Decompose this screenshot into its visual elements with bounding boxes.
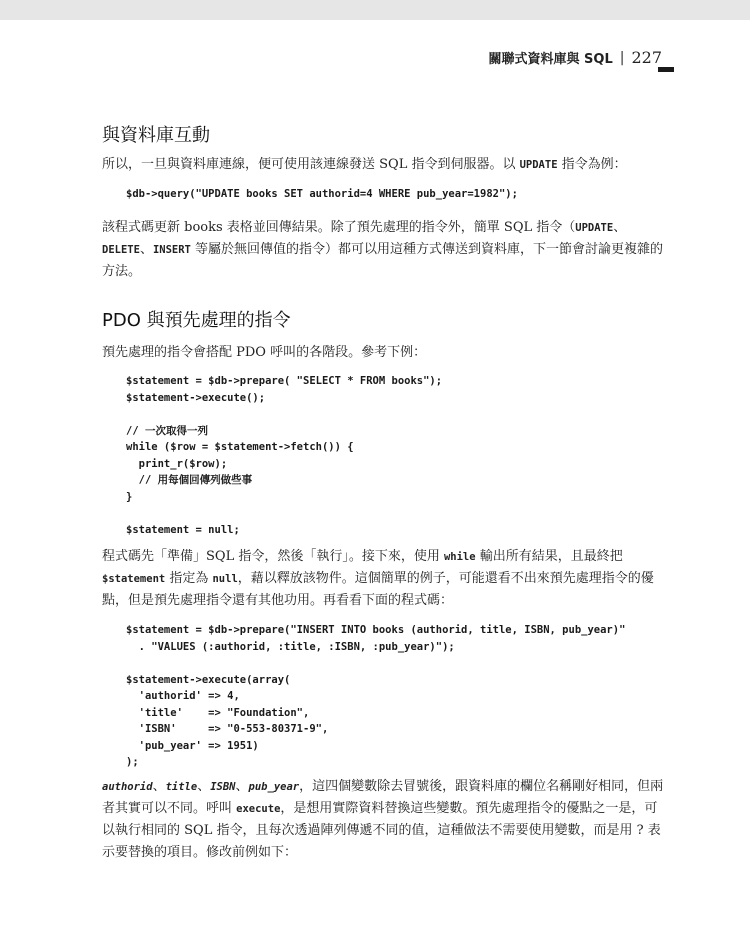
inline-code: null	[212, 573, 238, 585]
text-run: 、	[235, 779, 249, 794]
paragraph-placeholders	[102, 776, 668, 864]
text-run: 等屬於無回傳值的指令）都可以用這種方式傳送到資料庫，下一節會討論更複雜的方法。	[102, 242, 664, 279]
text-run: 輸出所有結果，且最終把	[475, 549, 623, 564]
text-run: 、	[613, 220, 627, 235]
header-separator: |	[619, 49, 625, 66]
top-margin-bar	[0, 0, 750, 20]
inline-code: $statement	[102, 573, 166, 585]
running-header	[489, 48, 663, 67]
text-run: 、	[152, 779, 166, 794]
text-run: 、	[139, 242, 153, 257]
text-run: 程式碼先「準備」SQL 指令，然後「執行」。接下來，使用	[102, 549, 444, 564]
paragraph-update-result	[102, 217, 668, 283]
inline-code: UPDATE	[519, 159, 558, 171]
section-heading-pdo: PDO 與預先處理的指令	[102, 310, 291, 331]
inline-code: while	[443, 551, 476, 563]
inline-variable: title	[165, 781, 198, 793]
paragraph-intro	[102, 154, 668, 176]
text-run: 該程式碼更新 books 表格並回傳結果。除了預先處理的指令外，簡單 SQL 指令（	[102, 220, 576, 235]
header-mark	[658, 67, 674, 72]
text-run: 、	[197, 779, 211, 794]
code-block-prepare: $statement = $db->prepare( "SELECT * FROM books"); $statement->execute(); // 一次取得一列 while ($row = $statement->fetch()) { print_r($row); // 用每個回傳列做些事 } $statement = null;	[126, 375, 443, 536]
inline-code: DELETE	[102, 244, 140, 256]
text-run: 指定為	[165, 571, 213, 586]
page-number: 227	[631, 48, 662, 67]
inline-code: INSERT	[152, 244, 191, 256]
inline-code: execute	[236, 803, 281, 815]
section-heading-interact: 與資料庫互動	[102, 125, 210, 146]
text-run: ，這四個變數除去冒號後，跟資料庫的欄位名稱剛好相同，但兩者其實可以不同。呼叫	[102, 779, 664, 816]
text-run: 指令為例：	[557, 157, 627, 172]
text-run: ，藉以釋放該物件。這個簡單的例子，可能還看不出來預先處理指令的優點，但是預先處理指令還有其他功用。再看看下面的程式碼：	[102, 571, 654, 608]
code-block-query: $db->query("UPDATE books SET authorid=4 WHERE pub_year=1982");	[126, 188, 518, 200]
inline-variable: pub_year	[248, 781, 300, 793]
paragraph-pdo-intro: 預先處理的指令會搭配 PDO 呼叫的各階段。參考下例：	[102, 345, 427, 360]
paragraph-prepare-explain	[102, 546, 668, 612]
text-run: 所以，一旦與資料庫連線，便可使用該連線發送 SQL 指令到伺服器。以	[102, 157, 520, 172]
chapter-title: 關聯式資料庫與 SQL	[488, 52, 613, 67]
inline-variable: authorid	[102, 781, 153, 793]
inline-code: UPDATE	[575, 222, 614, 234]
text-run: ，是想用實際資料替換這些變數。預先處理指令的優點之一是，可以執行相同的 SQL 指令，且每次透過陣列傳遞不同的值，這種做法不需要使用變數，而是用 ? 表示要替換的項目。修改前例如下：	[102, 801, 661, 860]
code-block-insert: $statement = $db->prepare("INSERT INTO books (authorid, title, ISBN, pub_year)" . "VALUES (:authorid, :title, :ISBN, :pub_year)"); $statement->execute(array( 'authorid' => 4, 'title' => "Foundation", 'ISBN' => "0-553-80371-9", 'pub_year' => 1951) );	[126, 624, 626, 768]
inline-variable: ISBN	[210, 781, 236, 793]
